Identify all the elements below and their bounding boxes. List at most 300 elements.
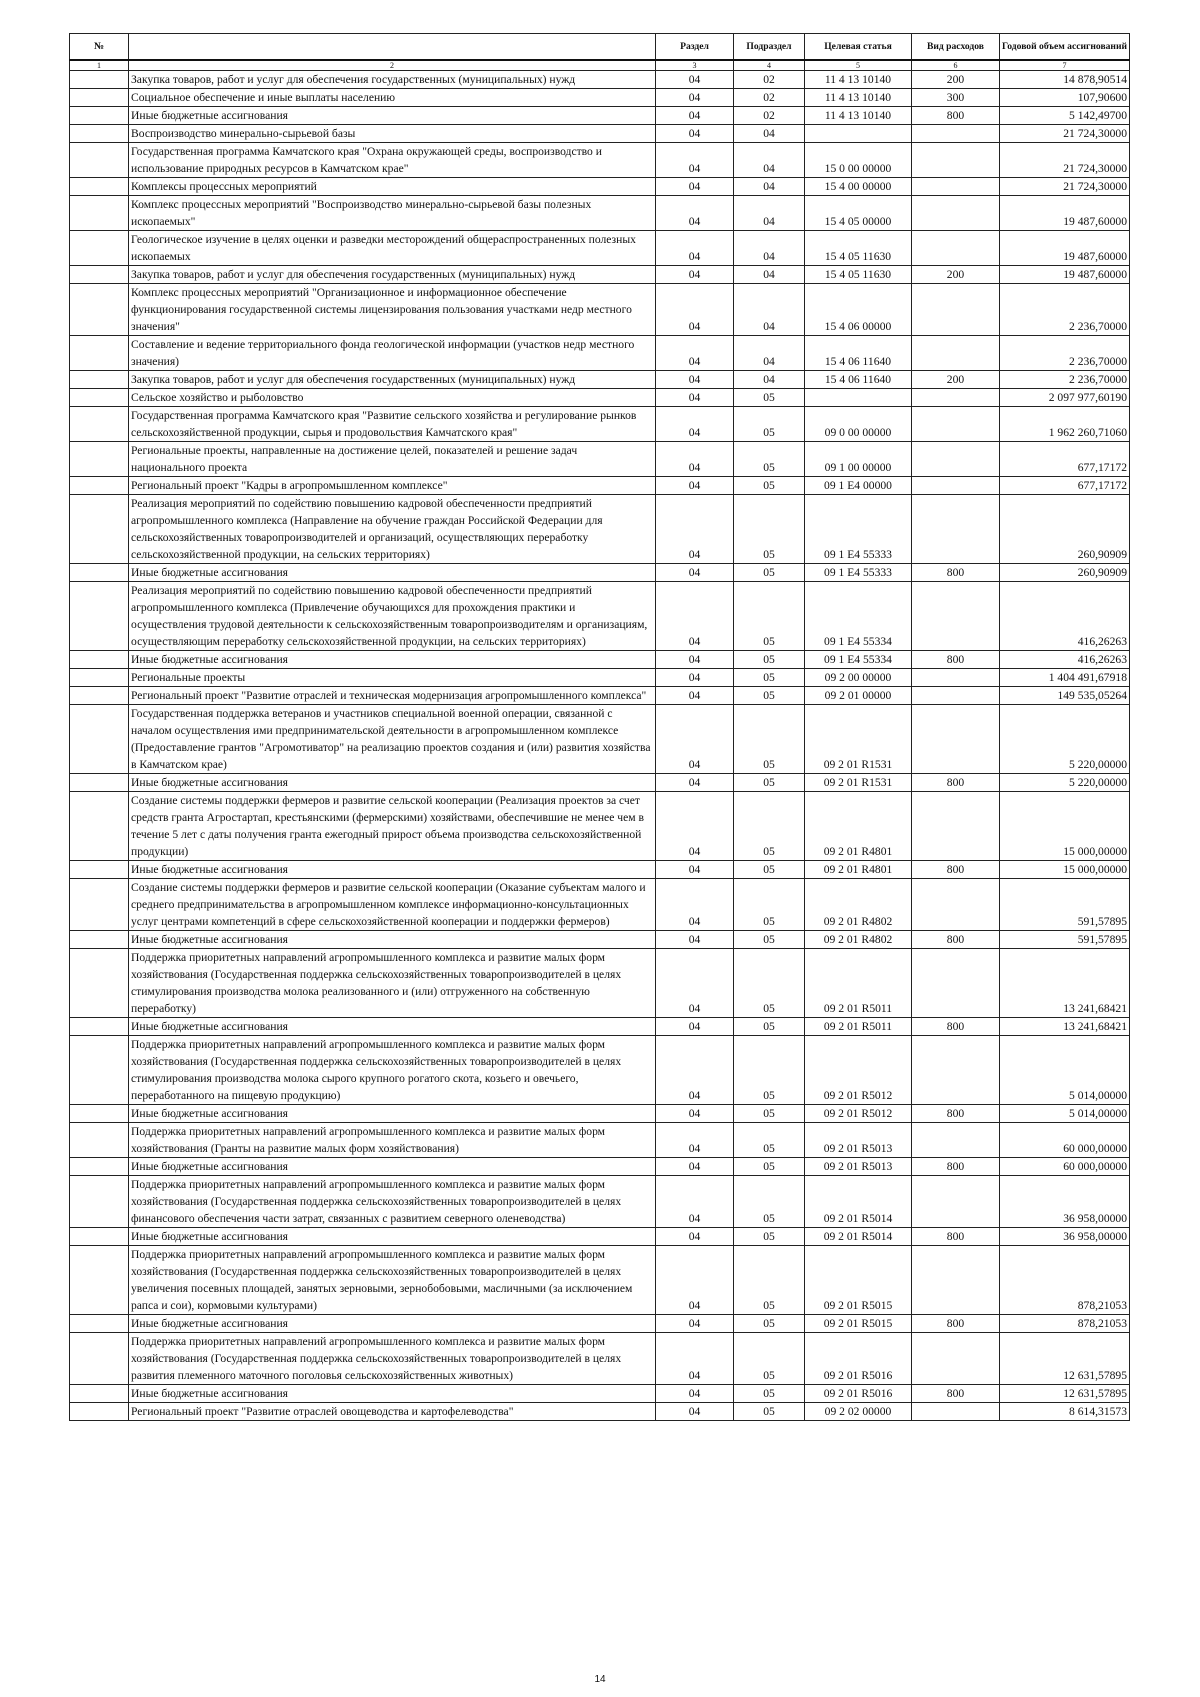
row-name: Иные бюджетные ассигнования	[129, 861, 656, 879]
row-podrazdel: 05	[734, 442, 805, 477]
row-name: Поддержка приоритетных направлений агропромышленного комплекса и развитие малых форм хозяйствования (Государственная поддержка сельскохозяйственных товаропроизводителей в целях увеличения посевных площадей, занятых зерновыми, зернобобовыми, масличными (за исключением рапса и сои), кормовыми культурами)	[129, 1246, 656, 1315]
row-name: Поддержка приоритетных направлений агропромышленного комплекса и развитие малых форм хозяйствования (Государственная поддержка сельскохозяйственных товаропроизводителей в целях стимулирования производства молока сырого крупного рогатого скота, козьего и овечьего, переработанного на пищевую продукцию)	[129, 1036, 656, 1105]
row-podrazdel: 04	[734, 231, 805, 266]
row-target: 09 1 E4 55333	[805, 495, 912, 564]
row-podrazdel: 05	[734, 564, 805, 582]
row-vid: 800	[912, 1105, 1000, 1123]
row-number	[70, 1315, 129, 1333]
row-amount: 260,90909	[1000, 495, 1130, 564]
row-razdel: 04	[656, 669, 734, 687]
row-target: 09 2 01 R5016	[805, 1385, 912, 1403]
table-row	[70, 651, 1130, 669]
row-vid: 800	[912, 861, 1000, 879]
header-row	[70, 34, 1130, 61]
row-vid: 800	[912, 931, 1000, 949]
row-podrazdel: 02	[734, 107, 805, 125]
row-vid	[912, 879, 1000, 931]
table-row	[70, 931, 1130, 949]
row-name: Иные бюджетные ассигнования	[129, 1158, 656, 1176]
row-vid	[912, 143, 1000, 178]
table-row	[70, 336, 1130, 371]
table-row	[70, 687, 1130, 705]
row-razdel: 04	[656, 582, 734, 651]
row-podrazdel: 05	[734, 495, 805, 564]
row-razdel: 04	[656, 1246, 734, 1315]
row-name: Создание системы поддержки фермеров и развитие сельской кооперации (Реализация проектов за счет средств гранта Агростартап, крестьянскими (фермерскими) хозяйствами, обеспечившие не менее чем в течение 5 лет с даты получения гранта ежегодный прирост объема производства сельскохозяйственной продукции)	[129, 792, 656, 861]
row-amount: 5 220,00000	[1000, 774, 1130, 792]
row-name: Иные бюджетные ассигнования	[129, 1385, 656, 1403]
row-number	[70, 336, 129, 371]
row-target: 09 2 01 R5011	[805, 949, 912, 1018]
row-vid	[912, 336, 1000, 371]
row-target: 09 2 00 00000	[805, 669, 912, 687]
table-row	[70, 231, 1130, 266]
row-podrazdel: 05	[734, 477, 805, 495]
row-number	[70, 442, 129, 477]
table-row	[70, 1036, 1130, 1105]
row-razdel: 04	[656, 792, 734, 861]
row-name: Геологическое изучение в целях оценки и разведки месторождений общераспространенных полезных ископаемых	[129, 231, 656, 266]
row-target: 09 2 01 R5013	[805, 1158, 912, 1176]
row-amount: 21 724,30000	[1000, 143, 1130, 178]
row-vid: 200	[912, 266, 1000, 284]
table-row	[70, 861, 1130, 879]
row-number	[70, 931, 129, 949]
table-row	[70, 1315, 1130, 1333]
row-name: Государственная программа Камчатского края "Охрана окружающей среды, воспроизводство и использование природных ресурсов в Камчатском крае"	[129, 143, 656, 178]
table-row	[70, 1158, 1130, 1176]
row-razdel: 04	[656, 687, 734, 705]
row-razdel: 04	[656, 107, 734, 125]
table-row	[70, 178, 1130, 196]
row-target: 15 0 00 00000	[805, 143, 912, 178]
row-amount: 107,90600	[1000, 89, 1130, 107]
row-number	[70, 1403, 129, 1421]
row-podrazdel: 05	[734, 705, 805, 774]
row-target: 09 2 01 R5013	[805, 1123, 912, 1158]
header-podrazdel: Подраздел	[734, 34, 805, 61]
row-amount: 8 614,31573	[1000, 1403, 1130, 1421]
row-amount: 1 404 491,67918	[1000, 669, 1130, 687]
row-vid: 800	[912, 1385, 1000, 1403]
table-row	[70, 774, 1130, 792]
row-number	[70, 107, 129, 125]
row-target: 09 2 01 R4802	[805, 931, 912, 949]
row-target: 09 2 01 R5016	[805, 1333, 912, 1385]
row-number	[70, 125, 129, 143]
row-razdel: 04	[656, 1403, 734, 1421]
row-podrazdel: 05	[734, 1176, 805, 1228]
header-vid: Вид расходов	[912, 34, 1000, 61]
row-number	[70, 1176, 129, 1228]
row-razdel: 04	[656, 564, 734, 582]
row-number	[70, 687, 129, 705]
row-podrazdel: 04	[734, 196, 805, 231]
row-razdel: 04	[656, 1158, 734, 1176]
row-name: Комплексы процессных мероприятий	[129, 178, 656, 196]
row-amount: 5 014,00000	[1000, 1036, 1130, 1105]
table-row	[70, 792, 1130, 861]
row-razdel: 04	[656, 1228, 734, 1246]
row-target	[805, 389, 912, 407]
table-row	[70, 669, 1130, 687]
row-razdel: 04	[656, 1333, 734, 1385]
row-amount: 21 724,30000	[1000, 125, 1130, 143]
row-vid: 800	[912, 564, 1000, 582]
table-row	[70, 196, 1130, 231]
row-name: Поддержка приоритетных направлений агропромышленного комплекса и развитие малых форм хозяйствования (Государственная поддержка сельскохозяйственных товаропроизводителей в целях финансового обеспечения части затрат, связанных с развитием северного оленеводства)	[129, 1176, 656, 1228]
row-vid: 800	[912, 1228, 1000, 1246]
table-header	[70, 34, 1130, 71]
row-vid	[912, 949, 1000, 1018]
header-razdel: Раздел	[656, 34, 734, 61]
row-number	[70, 1333, 129, 1385]
table-row	[70, 1176, 1130, 1228]
table-row	[70, 266, 1130, 284]
budget-table-container	[69, 33, 1129, 1421]
row-podrazdel: 04	[734, 143, 805, 178]
row-podrazdel: 05	[734, 1105, 805, 1123]
row-target: 15 4 05 00000	[805, 196, 912, 231]
row-amount: 15 000,00000	[1000, 861, 1130, 879]
row-razdel: 04	[656, 442, 734, 477]
row-target: 15 4 06 11640	[805, 336, 912, 371]
row-podrazdel: 05	[734, 651, 805, 669]
row-name: Поддержка приоритетных направлений агропромышленного комплекса и развитие малых форм хозяйствования (Гранты на развитие малых форм хозяйствования)	[129, 1123, 656, 1158]
row-podrazdel: 04	[734, 266, 805, 284]
row-razdel: 04	[656, 1036, 734, 1105]
row-number	[70, 143, 129, 178]
row-target: 09 1 E4 55333	[805, 564, 912, 582]
page-number: 14	[594, 1674, 606, 1685]
row-vid	[912, 792, 1000, 861]
row-number	[70, 1036, 129, 1105]
table-row	[70, 1018, 1130, 1036]
table-row	[70, 879, 1130, 931]
table-row	[70, 1333, 1130, 1385]
row-name: Иные бюджетные ассигнования	[129, 564, 656, 582]
row-vid	[912, 495, 1000, 564]
row-amount: 12 631,57895	[1000, 1385, 1130, 1403]
row-amount: 19 487,60000	[1000, 196, 1130, 231]
row-razdel: 04	[656, 284, 734, 336]
row-razdel: 04	[656, 1018, 734, 1036]
table-row	[70, 564, 1130, 582]
row-target: 09 2 01 R5012	[805, 1105, 912, 1123]
row-podrazdel: 05	[734, 931, 805, 949]
row-number	[70, 371, 129, 389]
row-amount: 19 487,60000	[1000, 266, 1130, 284]
row-amount: 591,57895	[1000, 931, 1130, 949]
row-vid	[912, 389, 1000, 407]
row-podrazdel: 05	[734, 1333, 805, 1385]
row-vid	[912, 582, 1000, 651]
table-row	[70, 1246, 1130, 1315]
row-podrazdel: 05	[734, 1246, 805, 1315]
row-vid: 800	[912, 1158, 1000, 1176]
row-razdel: 04	[656, 1315, 734, 1333]
column-index: 2	[129, 60, 656, 71]
row-target: 15 4 06 00000	[805, 284, 912, 336]
header-target: Целевая статья	[805, 34, 912, 61]
row-amount: 5 014,00000	[1000, 1105, 1130, 1123]
row-vid	[912, 1123, 1000, 1158]
row-vid	[912, 477, 1000, 495]
row-name: Иные бюджетные ассигнования	[129, 774, 656, 792]
row-vid: 200	[912, 71, 1000, 89]
row-podrazdel: 05	[734, 774, 805, 792]
header-name	[129, 34, 656, 61]
row-vid	[912, 407, 1000, 442]
row-razdel: 04	[656, 407, 734, 442]
row-amount: 2 236,70000	[1000, 284, 1130, 336]
row-target: 09 2 01 R1531	[805, 705, 912, 774]
row-vid	[912, 687, 1000, 705]
row-number	[70, 284, 129, 336]
table-row	[70, 143, 1130, 178]
row-vid	[912, 231, 1000, 266]
table-row	[70, 582, 1130, 651]
table-row	[70, 407, 1130, 442]
row-razdel: 04	[656, 861, 734, 879]
row-number	[70, 651, 129, 669]
table-row	[70, 1385, 1130, 1403]
row-name: Государственная программа Камчатского края "Развитие сельского хозяйства и регулирование рынков сельскохозяйственной продукции, сырья и продовольствия Камчатского края"	[129, 407, 656, 442]
row-number	[70, 564, 129, 582]
row-podrazdel: 05	[734, 861, 805, 879]
row-podrazdel: 05	[734, 879, 805, 931]
row-target: 09 2 01 R5011	[805, 1018, 912, 1036]
row-amount: 591,57895	[1000, 879, 1130, 931]
row-vid: 800	[912, 1315, 1000, 1333]
row-podrazdel: 04	[734, 125, 805, 143]
table-row	[70, 1105, 1130, 1123]
row-number	[70, 266, 129, 284]
table-row	[70, 125, 1130, 143]
row-podrazdel: 04	[734, 371, 805, 389]
row-target: 11 4 13 10140	[805, 89, 912, 107]
row-name: Региональный проект "Развитие отраслей овощеводства и картофелеводства"	[129, 1403, 656, 1421]
row-number	[70, 1246, 129, 1315]
row-number	[70, 495, 129, 564]
row-vid	[912, 669, 1000, 687]
row-target: 09 2 01 R4801	[805, 792, 912, 861]
row-podrazdel: 05	[734, 582, 805, 651]
header-no: №	[70, 34, 129, 61]
row-razdel: 04	[656, 774, 734, 792]
table-row	[70, 442, 1130, 477]
row-amount: 60 000,00000	[1000, 1123, 1130, 1158]
row-podrazdel: 02	[734, 89, 805, 107]
row-name: Создание системы поддержки фермеров и развитие сельской кооперации (Оказание субъектам малого и среднего предпринимательства в агропромышленном комплексе информационно-консультационных услуг центрами компетенций в сфере сельскохозяйственной кооперации и поддержки фермеров)	[129, 879, 656, 931]
row-number	[70, 1228, 129, 1246]
table-row	[70, 107, 1130, 125]
row-target: 09 2 02 00000	[805, 1403, 912, 1421]
row-amount: 677,17172	[1000, 477, 1130, 495]
row-amount: 15 000,00000	[1000, 792, 1130, 861]
row-name: Иные бюджетные ассигнования	[129, 651, 656, 669]
table-row	[70, 949, 1130, 1018]
row-amount: 5 142,49700	[1000, 107, 1130, 125]
column-index: 7	[1000, 60, 1130, 71]
row-name: Иные бюджетные ассигнования	[129, 1315, 656, 1333]
row-vid	[912, 178, 1000, 196]
row-name: Поддержка приоритетных направлений агропромышленного комплекса и развитие малых форм хозяйствования (Государственная поддержка сельскохозяйственных товаропроизводителей в целях развития племенного маточного поголовья сельскохозяйственных животных)	[129, 1333, 656, 1385]
row-target: 09 2 01 R5012	[805, 1036, 912, 1105]
row-number	[70, 1385, 129, 1403]
row-podrazdel: 05	[734, 687, 805, 705]
row-razdel: 04	[656, 143, 734, 178]
row-number	[70, 582, 129, 651]
table-row	[70, 1123, 1130, 1158]
column-index-row	[70, 60, 1130, 71]
row-name: Иные бюджетные ассигнования	[129, 1018, 656, 1036]
row-amount: 677,17172	[1000, 442, 1130, 477]
column-index: 3	[656, 60, 734, 71]
table-body	[70, 71, 1130, 1421]
row-name: Воспроизводство минерально-сырьевой базы	[129, 125, 656, 143]
row-target: 09 2 01 R1531	[805, 774, 912, 792]
row-amount: 13 241,68421	[1000, 1018, 1130, 1036]
row-podrazdel: 05	[734, 949, 805, 1018]
row-razdel: 04	[656, 1385, 734, 1403]
row-amount: 2 097 977,60190	[1000, 389, 1130, 407]
table-row	[70, 284, 1130, 336]
row-number	[70, 1158, 129, 1176]
row-vid: 800	[912, 107, 1000, 125]
table-row	[70, 371, 1130, 389]
row-razdel: 04	[656, 266, 734, 284]
row-number	[70, 949, 129, 1018]
row-name: Региональные проекты	[129, 669, 656, 687]
row-name: Иные бюджетные ассигнования	[129, 1228, 656, 1246]
row-amount: 36 958,00000	[1000, 1228, 1130, 1246]
row-number	[70, 1018, 129, 1036]
row-name: Социальное обеспечение и иные выплаты населению	[129, 89, 656, 107]
row-razdel: 04	[656, 495, 734, 564]
row-vid	[912, 125, 1000, 143]
row-target: 09 1 00 00000	[805, 442, 912, 477]
table-row	[70, 1228, 1130, 1246]
row-amount: 19 487,60000	[1000, 231, 1130, 266]
row-vid	[912, 1176, 1000, 1228]
row-podrazdel: 05	[734, 792, 805, 861]
row-vid	[912, 1333, 1000, 1385]
row-target: 15 4 00 00000	[805, 178, 912, 196]
row-target: 09 2 01 R4802	[805, 879, 912, 931]
row-number	[70, 774, 129, 792]
row-name: Комплекс процессных мероприятий "Организационное и информационное обеспечение функционирования государственной системы лицензирования пользования участками недр местного значения"	[129, 284, 656, 336]
column-index: 1	[70, 60, 129, 71]
row-podrazdel: 04	[734, 178, 805, 196]
row-vid: 200	[912, 371, 1000, 389]
row-number	[70, 89, 129, 107]
row-name: Реализация мероприятий по содействию повышению кадровой обеспеченности предприятий агропромышленного комплекса (Привлечение обучающихся для прохождения практики и осуществления трудовой деятельности к сельскохозяйственным товаропроизводителям и организациям, осуществляющим переработку сельскохозяйственной продукции, на сельских территориях)	[129, 582, 656, 651]
row-target: 09 2 01 R5014	[805, 1228, 912, 1246]
row-vid	[912, 1036, 1000, 1105]
row-razdel: 04	[656, 196, 734, 231]
row-name: Закупка товаров, работ и услуг для обеспечения государственных (муниципальных) нужд	[129, 71, 656, 89]
row-number	[70, 1123, 129, 1158]
row-podrazdel: 04	[734, 284, 805, 336]
row-number	[70, 196, 129, 231]
row-amount: 14 878,90514	[1000, 71, 1130, 89]
row-razdel: 04	[656, 879, 734, 931]
row-target: 09 2 01 00000	[805, 687, 912, 705]
row-razdel: 04	[656, 89, 734, 107]
row-amount: 416,26263	[1000, 651, 1130, 669]
row-vid: 800	[912, 651, 1000, 669]
row-target: 09 1 E4 55334	[805, 651, 912, 669]
row-razdel: 04	[656, 1105, 734, 1123]
row-podrazdel: 05	[734, 1123, 805, 1158]
row-number	[70, 1105, 129, 1123]
row-name: Закупка товаров, работ и услуг для обеспечения государственных (муниципальных) нужд	[129, 371, 656, 389]
row-amount: 878,21053	[1000, 1246, 1130, 1315]
row-vid	[912, 705, 1000, 774]
row-name: Сельское хозяйство и рыболовство	[129, 389, 656, 407]
row-razdel: 04	[656, 125, 734, 143]
table-row	[70, 89, 1130, 107]
row-vid: 800	[912, 774, 1000, 792]
row-name: Иные бюджетные ассигнования	[129, 1105, 656, 1123]
table-row	[70, 495, 1130, 564]
row-podrazdel: 05	[734, 1158, 805, 1176]
row-amount: 2 236,70000	[1000, 336, 1130, 371]
row-target: 15 4 05 11630	[805, 266, 912, 284]
row-razdel: 04	[656, 231, 734, 266]
row-amount: 13 241,68421	[1000, 949, 1130, 1018]
row-razdel: 04	[656, 71, 734, 89]
row-podrazdel: 05	[734, 669, 805, 687]
row-amount: 2 236,70000	[1000, 371, 1130, 389]
row-razdel: 04	[656, 931, 734, 949]
row-vid	[912, 284, 1000, 336]
row-vid	[912, 1403, 1000, 1421]
row-number	[70, 389, 129, 407]
row-razdel: 04	[656, 371, 734, 389]
row-number	[70, 861, 129, 879]
row-razdel: 04	[656, 1123, 734, 1158]
row-razdel: 04	[656, 178, 734, 196]
table-row	[70, 71, 1130, 89]
row-razdel: 04	[656, 1176, 734, 1228]
row-number	[70, 178, 129, 196]
row-amount: 60 000,00000	[1000, 1158, 1130, 1176]
column-index: 5	[805, 60, 912, 71]
row-razdel: 04	[656, 336, 734, 371]
header-amount: Годовой объем ассигнований	[1000, 34, 1130, 61]
row-target: 09 1 E4 55334	[805, 582, 912, 651]
row-number	[70, 477, 129, 495]
budget-table	[69, 33, 1130, 1421]
row-name: Региональный проект "Кадры в агропромышленном комплексе"	[129, 477, 656, 495]
row-amount: 878,21053	[1000, 1315, 1130, 1333]
row-amount: 1 962 260,71060	[1000, 407, 1130, 442]
row-podrazdel: 05	[734, 407, 805, 442]
row-number	[70, 879, 129, 931]
row-name: Государственная поддержка ветеранов и участников специальной военной операции, связанной с началом осуществления ими предпринимательской деятельности в агропромышленном комплексе (Предоставление грантов "Агромотиватор" на реализацию проектов создания и (или) развития хозяйства в Камчатском крае)	[129, 705, 656, 774]
row-podrazdel: 05	[734, 1036, 805, 1105]
row-podrazdel: 05	[734, 1228, 805, 1246]
row-name: Поддержка приоритетных направлений агропромышленного комплекса и развитие малых форм хозяйствования (Государственная поддержка сельскохозяйственных товаропроизводителей в целях стимулирования производства молока реализованного и (или) отгруженного на собственную переработку)	[129, 949, 656, 1018]
row-target: 09 2 01 R5014	[805, 1176, 912, 1228]
row-target: 15 4 05 11630	[805, 231, 912, 266]
table-row	[70, 705, 1130, 774]
row-target: 11 4 13 10140	[805, 107, 912, 125]
row-amount: 36 958,00000	[1000, 1176, 1130, 1228]
row-vid	[912, 1246, 1000, 1315]
